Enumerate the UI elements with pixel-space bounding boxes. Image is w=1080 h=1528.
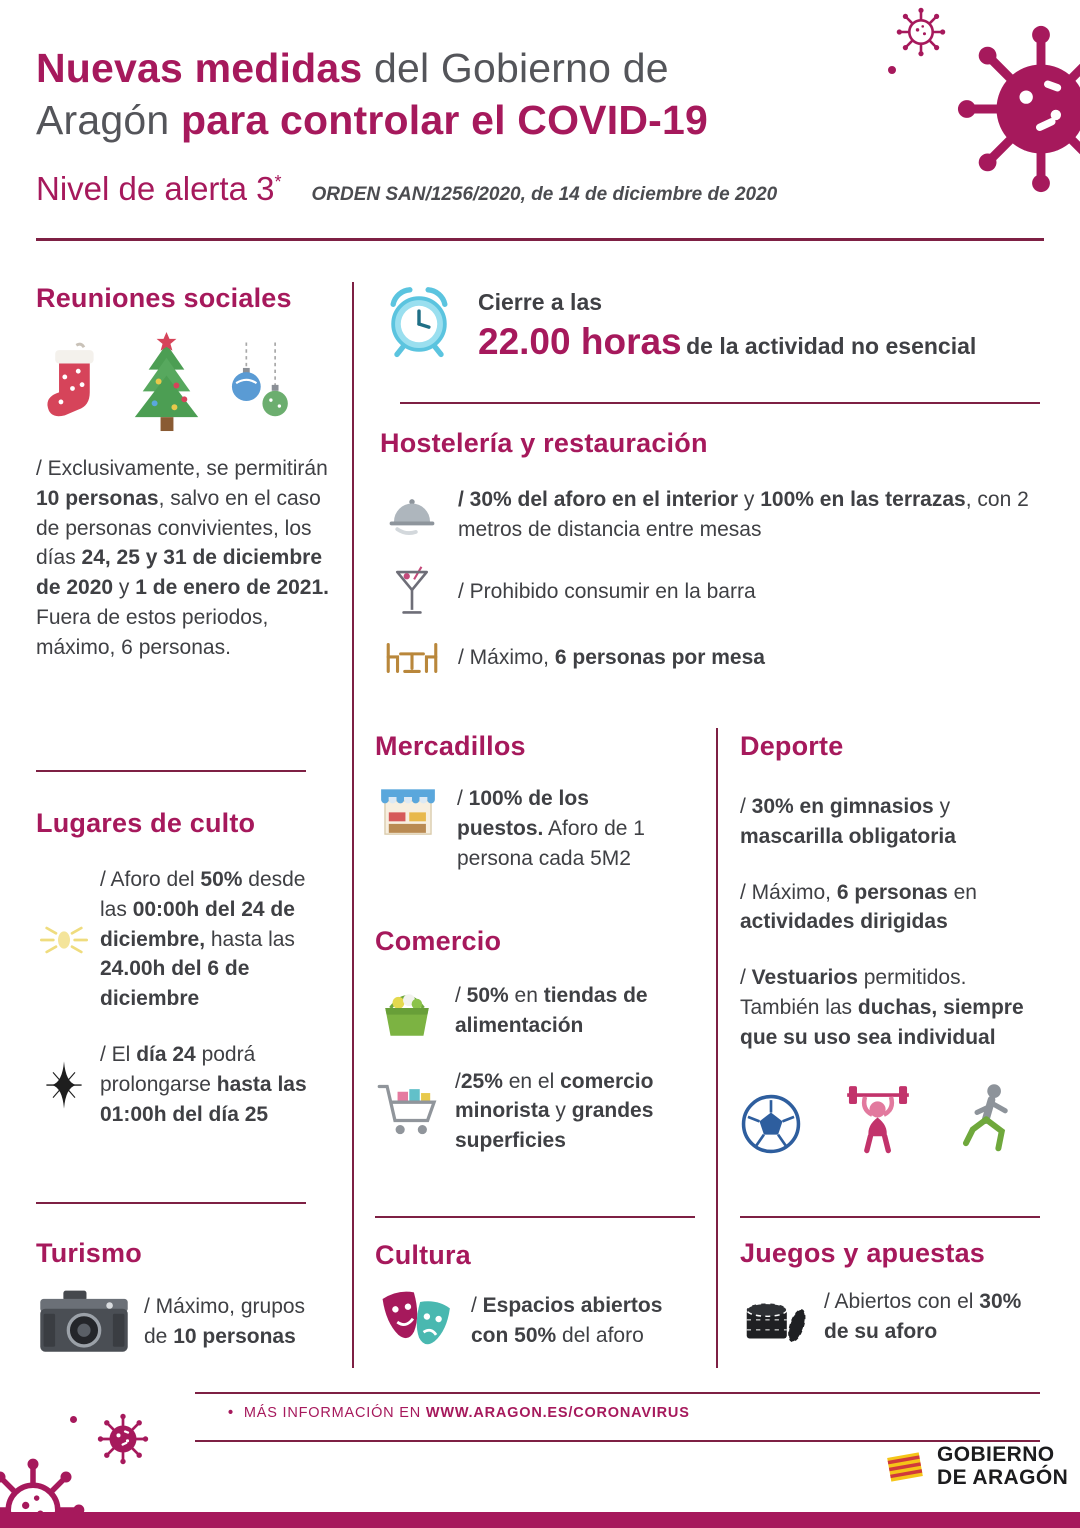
- text-segment: 50%: [466, 984, 509, 1007]
- text-segment: / Máximo,: [458, 645, 555, 669]
- title-line-1: [36, 42, 896, 94]
- bullet: •: [228, 1405, 234, 1421]
- closing-time: [478, 286, 1044, 363]
- section-comercio: [375, 926, 695, 1156]
- text-segment: 100% de los puestos.: [457, 787, 589, 840]
- alarm-clock-icon: [381, 283, 457, 359]
- comercio-item-1: [375, 981, 695, 1041]
- order-reference: ORDEN SAN/1256/2020, de 14 de diciembre de 2020: [311, 184, 778, 205]
- text-segment: Aforo de 1 persona cada 5M2: [457, 816, 645, 870]
- closing-line-2: [478, 321, 1044, 363]
- text-segment: y: [933, 795, 951, 818]
- section-title-deporte: Deporte: [740, 731, 844, 761]
- text-segment: y: [113, 576, 136, 600]
- header: [36, 42, 896, 147]
- text-segment: 30% en gimnasios: [751, 795, 934, 818]
- christmas-ornaments-icon: [226, 340, 298, 434]
- text-segment: /: [455, 1069, 461, 1093]
- section-culto: [36, 808, 336, 1130]
- text-segment: 6 personas: [836, 880, 948, 904]
- title-line-2: [36, 94, 896, 146]
- text-segment: / Aforo del: [100, 868, 201, 891]
- reuniones-text: [36, 454, 332, 663]
- theater-masks-icon: [375, 1287, 457, 1355]
- soccer-ball-icon: [740, 1093, 802, 1155]
- text-segment: /: [455, 984, 467, 1007]
- text-segment: , con 2 metros de distancia entre mesas: [458, 488, 1029, 541]
- candle-glow-icon: [36, 920, 92, 960]
- alert-level: Nivel de alerta 3*: [36, 170, 282, 207]
- text-segment: en: [947, 880, 977, 904]
- text-segment: / Máximo,: [740, 880, 837, 904]
- text-segment: mascarilla obligatoria: [740, 824, 956, 848]
- vertical-divider: [716, 728, 718, 1368]
- text-segment: 10 personas: [36, 486, 159, 510]
- market-stall-icon: [375, 784, 441, 842]
- mercadillos-item-text: [457, 784, 675, 873]
- hosteleria-item-3: [380, 637, 1045, 679]
- virus-icon: [895, 6, 947, 58]
- text-segment: Espacios abiertos con 50%: [471, 1294, 663, 1347]
- closing-rest: de la actividad no esencial: [686, 332, 977, 359]
- section-juegos: [740, 1238, 1045, 1347]
- text-segment: Vestuarios: [751, 966, 858, 990]
- cultura-item-text: [471, 1291, 687, 1351]
- hosteleria-item-3-text: [458, 643, 1033, 673]
- text-segment: hasta las: [205, 927, 295, 951]
- text-segment: / Prohibido consumir en la barra: [458, 579, 756, 603]
- text-segment: del Gobierno de: [362, 45, 669, 91]
- header-divider: [36, 238, 1044, 241]
- text-segment: /: [740, 966, 752, 990]
- text-segment: en: [508, 984, 544, 1007]
- text-segment: /: [457, 787, 469, 810]
- vertical-divider: [352, 282, 354, 1368]
- hosteleria-item-2: [380, 565, 1045, 619]
- deporte-item-2-text: [740, 878, 1045, 938]
- weightlifting-icon: [840, 1079, 916, 1155]
- text-segment: 1 de enero de 2021.: [135, 576, 330, 600]
- section-cultura: [375, 1240, 695, 1355]
- turismo-item: [36, 1289, 336, 1355]
- logo-text: [937, 1444, 1068, 1489]
- text-segment: /: [740, 795, 752, 818]
- section-title-juegos: Juegos y apuestas: [740, 1238, 986, 1268]
- section-title-reuniones: Reuniones sociales: [36, 283, 292, 313]
- text-segment: 6 personas por mesa: [554, 645, 765, 669]
- culto-item-2-text: [100, 1040, 336, 1129]
- text-segment: desde las: [100, 868, 306, 921]
- section-deporte: [740, 731, 1045, 1155]
- text-segment: 30% de su aforo: [824, 1290, 1022, 1343]
- comercio-item-2: [375, 1067, 695, 1156]
- deporte-item-3-text: [740, 963, 1045, 1052]
- section-reuniones: [36, 283, 332, 663]
- sports-icons: [740, 1079, 1045, 1155]
- text-segment: para controlar el COVID-19: [181, 97, 708, 144]
- text-segment: duchas, siempre que su uso sea individual: [740, 996, 1024, 1049]
- footer-divider-bottom: [195, 1440, 1040, 1442]
- virus-icon: [952, 20, 1080, 198]
- section-title-culto: Lugares de culto: [36, 808, 256, 838]
- section-title-comercio: Comercio: [375, 926, 502, 956]
- text-segment: comercio minorista: [455, 1069, 654, 1123]
- camera-icon: [36, 1289, 132, 1355]
- text-segment: / Exclusivamente, se permitirán: [36, 457, 328, 480]
- culto-item-1: [36, 865, 336, 1014]
- serving-cloche-icon: [380, 493, 444, 537]
- text-segment: en el: [502, 1069, 561, 1093]
- text-segment: y: [549, 1099, 572, 1123]
- logo-line-2: DE ARAGÓN: [937, 1465, 1069, 1489]
- star-sparkle-icon: [36, 1059, 92, 1111]
- section-title-turismo: Turismo: [36, 1238, 142, 1268]
- section-title-mercadillos: Mercadillos: [375, 731, 526, 761]
- text-segment: / 30% del aforo en el interior: [458, 488, 739, 511]
- text-segment: 24, 25 y 31 de diciembre de 2020: [36, 546, 323, 600]
- culto-item-1-text: [100, 865, 336, 1014]
- gobierno-aragon-logo: [883, 1444, 1068, 1489]
- text-segment: tiendas de alimentación: [455, 984, 648, 1037]
- juegos-item: [740, 1287, 1045, 1347]
- section-turismo: [36, 1238, 336, 1355]
- christmas-icons: [36, 330, 332, 434]
- page-title: [36, 42, 896, 147]
- text-segment: 50%: [200, 868, 243, 891]
- cocktail-icon: [380, 565, 444, 619]
- text-segment: hasta las 01:00h del día 25: [100, 1072, 307, 1126]
- text-segment: 10 personas: [173, 1325, 296, 1348]
- food-basket-icon: [375, 983, 439, 1039]
- divider: [740, 1216, 1040, 1218]
- text-segment: 00:00h del 24 de diciembre,: [100, 897, 295, 951]
- turismo-item-text: [144, 1292, 334, 1352]
- cultura-item: [375, 1287, 695, 1355]
- text-segment: permitidos. También las: [740, 966, 967, 1020]
- comercio-item-2-text: [455, 1067, 693, 1156]
- text-segment: Aragón: [36, 97, 182, 144]
- hosteleria-item-1: [380, 485, 1045, 545]
- text-segment: /: [471, 1294, 483, 1318]
- text-segment: día 24: [136, 1043, 196, 1067]
- section-hosteleria: [380, 428, 1045, 679]
- mercadillos-item: [375, 784, 695, 873]
- bottom-bar: [0, 1512, 1080, 1528]
- alert-asterisk: *: [274, 172, 282, 192]
- culto-item-2: [36, 1040, 336, 1129]
- comercio-item-1-text: [455, 981, 683, 1041]
- text-segment: Fuera de estos periodos, máximo, 6 personas.: [36, 606, 269, 659]
- text-segment: y: [738, 488, 761, 511]
- text-segment: 100% en las terrazas: [760, 488, 966, 511]
- text-segment: , salvo en el caso de personas convivientes, los días: [36, 486, 321, 570]
- virus-icon: [96, 1412, 150, 1466]
- info-url[interactable]: WWW.ARAGON.ES/CORONAVIRUS: [425, 1405, 690, 1421]
- poker-chips-icon: [740, 1288, 810, 1346]
- text-segment: 25%: [460, 1069, 503, 1093]
- section-title-cultura: Cultura: [375, 1240, 471, 1270]
- divider: [36, 1202, 306, 1204]
- text-segment: / Máximo, grupos de: [144, 1295, 306, 1348]
- footer-divider-top: [195, 1392, 1040, 1394]
- text-segment: Nuevas medidas: [36, 45, 363, 91]
- aragon-flag-icon: [883, 1445, 927, 1489]
- shopping-cart-icon: [375, 1080, 441, 1142]
- logo-line-1: GOBIERNO: [937, 1443, 1055, 1466]
- decorative-dot: [70, 1416, 77, 1423]
- more-info: [228, 1405, 690, 1421]
- christmas-stocking-icon: [36, 342, 108, 434]
- closing-hour: 22.00 horas: [478, 320, 682, 362]
- juegos-item-text: [824, 1287, 1038, 1347]
- text-segment: actividades dirigidas: [740, 910, 948, 934]
- info-text: MÁS INFORMACIÓN EN: [243, 1405, 426, 1421]
- subtitle-row: [36, 170, 777, 208]
- table-chairs-icon: [380, 637, 444, 679]
- text-segment: grandes superficies: [455, 1099, 654, 1153]
- text-segment: / El: [100, 1043, 137, 1067]
- text-segment: del aforo: [556, 1324, 644, 1347]
- section-title-hosteleria: Hostelería y restauración: [380, 428, 708, 458]
- running-icon: [954, 1081, 1018, 1155]
- divider: [36, 770, 306, 772]
- hosteleria-item-2-text: [458, 577, 1033, 607]
- divider: [400, 402, 1040, 404]
- text-segment: 24.00h del 6 de diciembre: [100, 957, 250, 1011]
- divider: [375, 1216, 695, 1218]
- hosteleria-item-1-text: [458, 485, 1033, 545]
- text-segment: / Abiertos con el: [824, 1290, 980, 1313]
- deporte-item-1-text: [740, 792, 1045, 852]
- christmas-tree-icon: [124, 330, 210, 434]
- section-mercadillos: [375, 731, 695, 873]
- closing-line-1: Cierre a las: [478, 289, 603, 315]
- text-segment: podrá prolongarse: [100, 1043, 256, 1096]
